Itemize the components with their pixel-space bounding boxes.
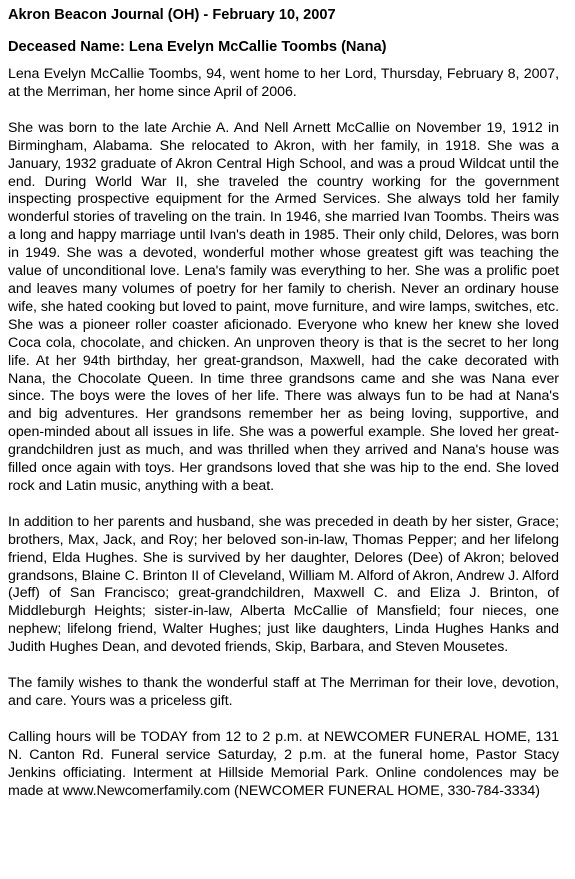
paragraph-biography: She was born to the late Archie A. And Nell Arnett McCallie on November 19, 1912 in Birmingham, Alabama. She relocated to Akron, with her family, in 1918. She was a January, 1932 graduate of Akron Central High School, and was a proud Wildcat until the end. During World War II, she traveled the country working for the government inspecting prospective equipment for the Armed Services. She always told her family wonderful stories of traveling on the train. In 1946, she married Ivan Toombs. Theirs was a long and happy marriage until Ivan's death in 1985. Their only child, Delores, was born in 1949. She was a devoted, wonderful mother whose greatest gift was teaching the value of unconditional love. Lena's family was everything to her. She was a prolific poet and leaves many volumes of poetry for her family to cherish. Never an ordinary house wife, she hated cooking but loved to paint, move furniture, and wire lamps, switches, etc. She was a pioneer roller coaster aficionado. Everyone who knew her knew she loved Coca cola, chocolate, and chicken. An unproven theory is that is the secret to her long life. At her 94th birthday, her great-grandson, Maxwell, had the cake decorated with Nana, the Chocolate Queen. In time three grandsons came and she was Nana ever since. The boys were the loves of her life. There was always fun to be had at Nana's and big adventures. Her grandsons remember her as being loving, supportive, and open-minded about all issues in life. She was a powerful example. She loved her great-grandchildren just as much, and was thrilled when they arrived and Nana's house was filled once again with toys. Her grandsons loved that she was hip to the end. She loved rock and Latin music, anything with a beat. — [8, 119, 559, 494]
paragraph-services: Calling hours will be TODAY from 12 to 2 p.m. at NEWCOMER FUNERAL HOME, 131 N. Canton Rd. Funeral service Saturday, 2 p.m. at the funeral home, Pastor Stacy Jenkins officiating. Interment at Hillside Memorial Park. Online condolences may be made at www.Newcomerfamily.com (NEWCOMER FUNERAL HOME, 330-784-3334) — [8, 728, 559, 799]
paragraph-thanks: The family wishes to thank the wonderful staff at The Merriman for their love, devotion, and care. Yours was a priceless gift. — [8, 675, 559, 709]
paragraph-announcement: Lena Evelyn McCallie Toombs, 94, went home to her Lord, Thursday, February 8, 2007, at the Merriman, her home since April of 2006. — [8, 66, 559, 100]
source-line: Akron Beacon Journal (OH) - February 10, 2007 — [8, 7, 336, 23]
paragraph-survivors: In addition to her parents and husband, she was preceded in death by her sister, Grace; brothers, Max, Jack, and Roy; her beloved son-in-law, Thomas Pepper; and her lifelong friend, Elda Hughes. She is survived by her daughter, Delores (Dee) of Akron; beloved grandsons, Blaine C. Brinton II of Cleveland, William M. Alford of Akron, Andrew J. Alford (Jeff) of San Francisco; great-grandchildren, Maxwell C. and Eliza J. Brinton, of Middleburgh Heights; sister-in-law, Alberta McCallie of Mansfield; four nieces, one nephew; lifelong friend, Walter Hughes; just like daughters, Linda Hughes Hanks and Judith Hughes Dean, and devoted friends, Skip, Barbara, and Steven Mousetes. — [8, 513, 559, 656]
obituary-document — [8, 6, 559, 801]
deceased-name-line: Deceased Name: Lena Evelyn McCallie Toombs (Nana) — [8, 39, 387, 55]
